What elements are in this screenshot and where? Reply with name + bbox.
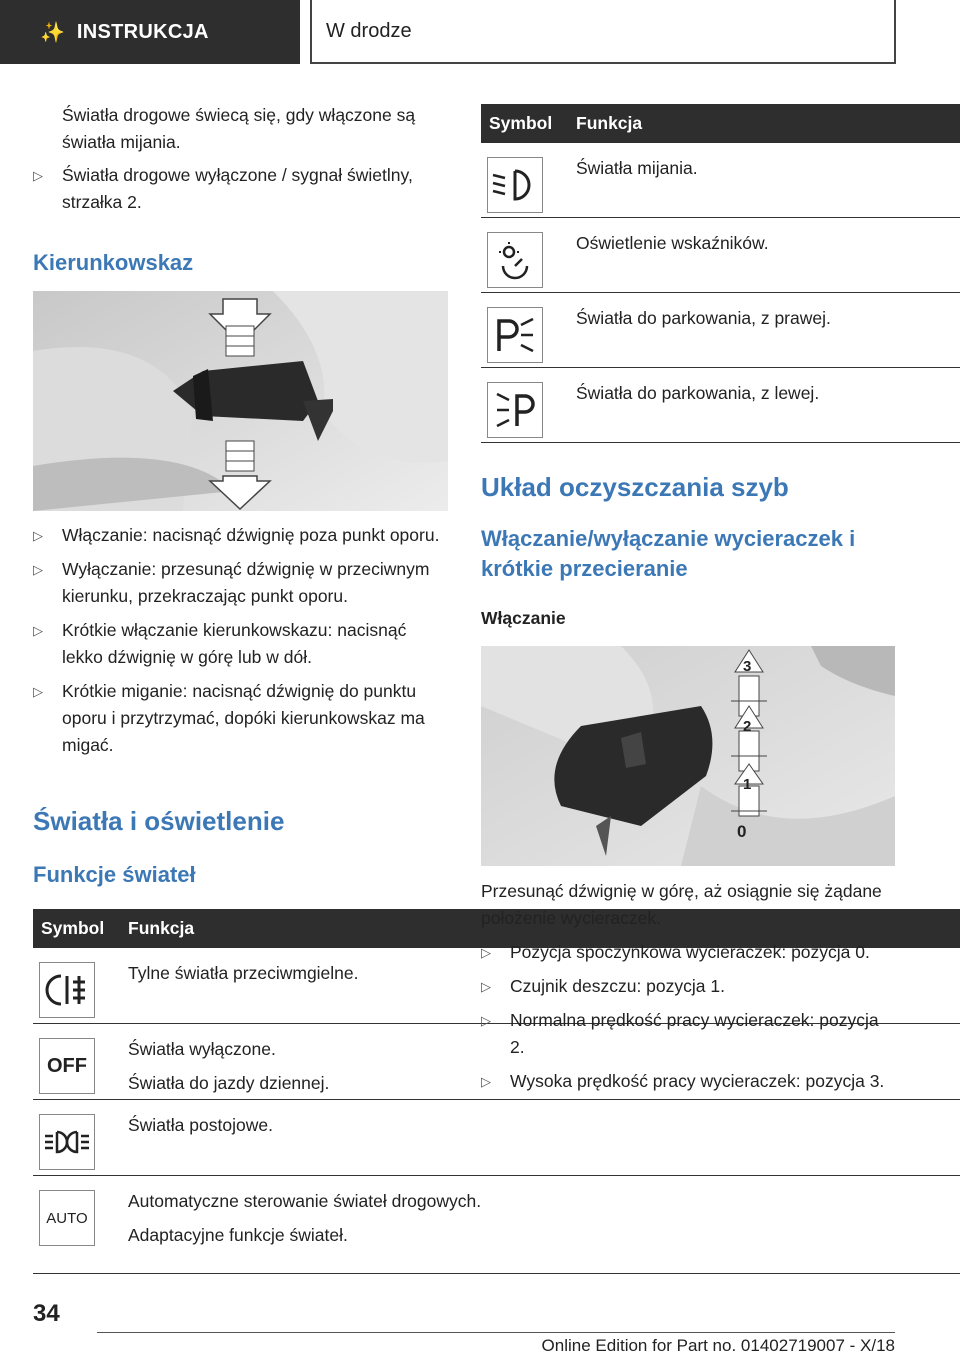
rear-fog-light-icon	[39, 962, 95, 1018]
wiper-text: Przesunąć dźwignię w górę, aż osiągnie się żądane położenie wycieraczek.	[481, 881, 882, 928]
bullet-triangle-icon: ▷	[33, 562, 43, 577]
edition-text: Online Edition for Part no. 01402719007 - X/18	[541, 1336, 895, 1355]
plug-icon: ✨	[40, 21, 65, 44]
list-item: ▷ Włączanie: nacisnąć dźwignię poza punkt oporu.	[33, 522, 448, 549]
function-text: Oświetlenie wskaźników.	[576, 233, 769, 253]
position-2-label: 2	[743, 718, 752, 735]
functions-heading: Funkcje świateł	[33, 862, 196, 887]
column-header-symbol: Symbol	[489, 113, 553, 133]
chapter-title: W drodze	[326, 19, 412, 42]
position-0-label: 0	[737, 822, 747, 841]
section-tab	[0, 0, 300, 64]
left-column	[33, 102, 448, 216]
position-1-label: 1	[743, 776, 752, 793]
lights-off-icon: OFF	[39, 1038, 95, 1094]
section-title: INSTRUKCJA	[76, 20, 209, 43]
wiper-instructions	[481, 878, 895, 1095]
page-number: 34	[33, 1300, 60, 1327]
list-item: ▷ Pozycja spoczynkowa wycieraczek: pozycja 0.	[481, 939, 895, 966]
parking-light-left-icon	[487, 382, 543, 438]
column-header-function: Funkcja	[576, 113, 643, 133]
list-item: ▷ Normalna prędkość pracy wycieraczek: pozycja 2.	[481, 1007, 895, 1061]
auto-lights-icon: AUTO	[39, 1190, 95, 1246]
column-header-symbol: Symbol	[41, 918, 105, 938]
table-row	[481, 368, 960, 443]
wiper-sub-heading: Włączanie/wyłączanie wycieraczek i krótkie przecieranie	[481, 526, 856, 581]
list-item: ▷ Wysoka prędkość pracy wycieraczek: pozycja 3.	[481, 1068, 895, 1095]
lights-heading: Światła i oświetlenie	[33, 806, 285, 836]
parking-light-right-icon	[487, 307, 543, 363]
function-text: Światła mijania.	[576, 158, 698, 178]
wiper-heading: Układ oczyszczania szyb	[481, 472, 789, 502]
wiper-lever-photo	[481, 646, 895, 866]
bullet-triangle-icon: ▷	[481, 1013, 491, 1028]
position-3-label: 3	[743, 658, 752, 675]
list-item: ▷ Światła drogowe wyłączone / sygnał świetlny, strzałka 2.	[33, 162, 448, 216]
chapter-tab	[310, 0, 896, 64]
parking-lights-icon	[39, 1114, 95, 1170]
intro-text: Światła drogowe świecą się, gdy włączone są światła mijania.	[62, 105, 416, 152]
table-row	[481, 143, 960, 218]
switch-on-heading: Włączanie	[481, 608, 566, 628]
function-text: Tylne światła przeciwmgielne.	[128, 963, 359, 983]
footer-divider	[97, 1332, 895, 1333]
table-row	[481, 293, 960, 368]
table-row	[33, 1176, 960, 1274]
function-text: Światła do parkowania, z lewej.	[576, 383, 820, 403]
table-row	[481, 218, 960, 293]
function-text: Światła wyłączone.	[128, 1039, 276, 1059]
list-item: ▷ Czujnik deszczu: pozycja 1.	[481, 973, 895, 1000]
bullet-triangle-icon: ▷	[33, 168, 43, 183]
table-header	[481, 104, 960, 143]
turn-signal-lever-photo	[33, 291, 448, 511]
instrument-lighting-icon	[487, 232, 543, 288]
function-text: Automatyczne sterowanie świateł drogowych.	[128, 1191, 482, 1211]
list-item: ▷ Krótkie włączanie kierunkowskazu: nacisnąć lekko dźwignię w górę lub w dół.	[33, 617, 448, 671]
table-row	[33, 1100, 960, 1176]
function-text: Światła do parkowania, z prawej.	[576, 308, 831, 328]
column-header-function: Funkcja	[128, 918, 195, 938]
bullet-triangle-icon: ▷	[481, 979, 491, 994]
function-text: Światła do jazdy dziennej.	[128, 1073, 330, 1093]
turn-signal-heading: Kierunkowskaz	[33, 250, 194, 275]
bullet-triangle-icon: ▷	[33, 684, 43, 699]
bullet-triangle-icon: ▷	[33, 528, 43, 543]
turn-signal-list	[33, 522, 448, 759]
low-beam-icon	[487, 157, 543, 213]
bullet-triangle-icon: ▷	[481, 1074, 491, 1089]
list-item: ▷ Krótkie miganie: nacisnąć dźwignię do punktu oporu i przytrzymać, dopóki kierunkowskaz ma migać.	[33, 678, 448, 759]
function-text: Adaptacyjne funkcje świateł.	[128, 1225, 348, 1245]
bullet-triangle-icon: ▷	[481, 945, 491, 960]
list-item: ▷ Wyłączanie: przesunąć dźwignię w przeciwnym kierunku, przekraczając punkt oporu.	[33, 556, 448, 610]
function-text: Światła postojowe.	[128, 1115, 273, 1135]
bullet-triangle-icon: ▷	[33, 623, 43, 638]
lights-table-continued	[481, 104, 960, 443]
